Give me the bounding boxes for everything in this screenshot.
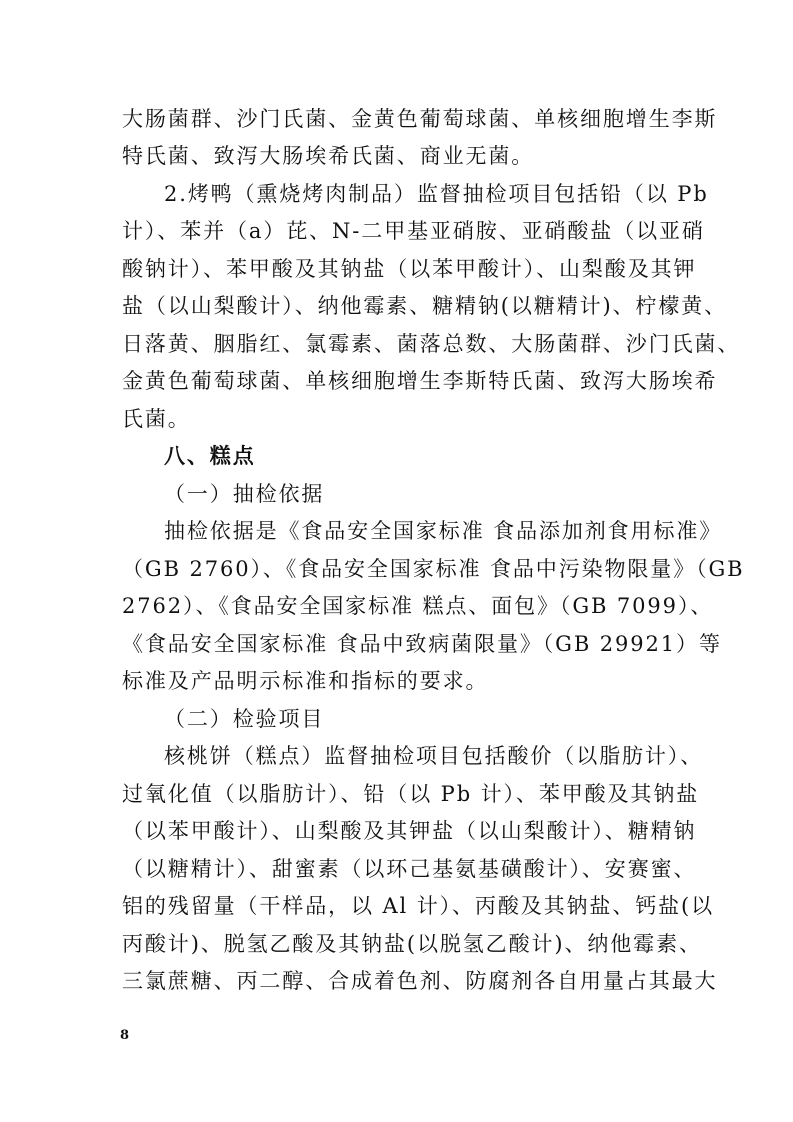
page-number: 8 [120,1028,130,1043]
paragraph-line: 酸钠计）、苯甲酸及其钠盐（以苯甲酸计）、山梨酸及其钾 [122,257,697,281]
paragraph-line: （以糖精计）、甜蜜素（以环己基氨基磺酸计）、安赛蜜、 [122,857,697,881]
paragraph-line: 2.烤鸭（熏烧烤肉制品）监督抽检项目包括铅（以 Pb [164,182,709,206]
paragraph-line: （以苯甲酸计）、山梨酸及其钾盐（以山梨酸计）、糖精钠 [122,819,697,843]
paragraph-line: 2762）、《食品安全国家标准 糕点、面包》（GB 7099）、 [122,594,714,618]
paragraph-line: 大肠菌群、沙门氏菌、金黄色葡萄球菌、单核细胞增生李斯 [122,107,718,131]
paragraph-line: （GB 2760）、《食品安全国家标准 食品中污染物限量》（GB [122,557,745,581]
paragraph-line: 金黄色葡萄球菌、单核细胞增生李斯特氏菌、致泻大肠埃希 [122,369,718,393]
paragraph-line: 丙酸计)、脱氢乙酸及其钠盐(以脱氢乙酸计)、纳他霉素、 [122,932,702,956]
paragraph-line: 过氧化值（以脂肪计）、铅（以 Pb 计）、苯甲酸及其钠盐 [122,782,700,806]
paragraph-line: 标准及产品明示标准和指标的要求。 [122,669,489,693]
subsection-heading: （一）抽检依据 [164,482,325,506]
paragraph-line: 抽检依据是《食品安全国家标准 食品添加剂食用标准》 [164,519,723,543]
section-heading: 八、糕点 [164,443,256,468]
paragraph-line: 三氯蔗糖、丙二醇、合成着色剂、防腐剂各自用量占其最大 [122,969,718,993]
paragraph-line: 氏菌。 [122,407,191,431]
paragraph-line: 特氏菌、致泻大肠埃希氏菌、商业无菌。 [122,144,535,168]
subsection-heading: （二）检验项目 [164,707,325,731]
paragraph-line: 计）、苯并（a）芘、N-二甲基亚硝胺、亚硝酸盐（以亚硝 [122,219,705,243]
paragraph-line: 《食品安全国家标准 食品中致病菌限量》（GB 29921）等 [122,632,722,656]
paragraph-line: 盐（以山梨酸计）、纳他霉素、糖精钠(以糖精计)、柠檬黄、 [122,294,728,318]
paragraph-line: 核桃饼（糕点）监督抽检项目包括酸价（以脂肪计）、 [164,744,704,768]
paragraph-line: 日落黄、胭脂红、氯霉素、菌落总数、大肠菌群、沙门氏菌、 [122,332,741,356]
paragraph-line: 铝的残留量（干样品，以 Al 计）、丙酸及其钠盐、钙盐(以 [122,894,715,918]
